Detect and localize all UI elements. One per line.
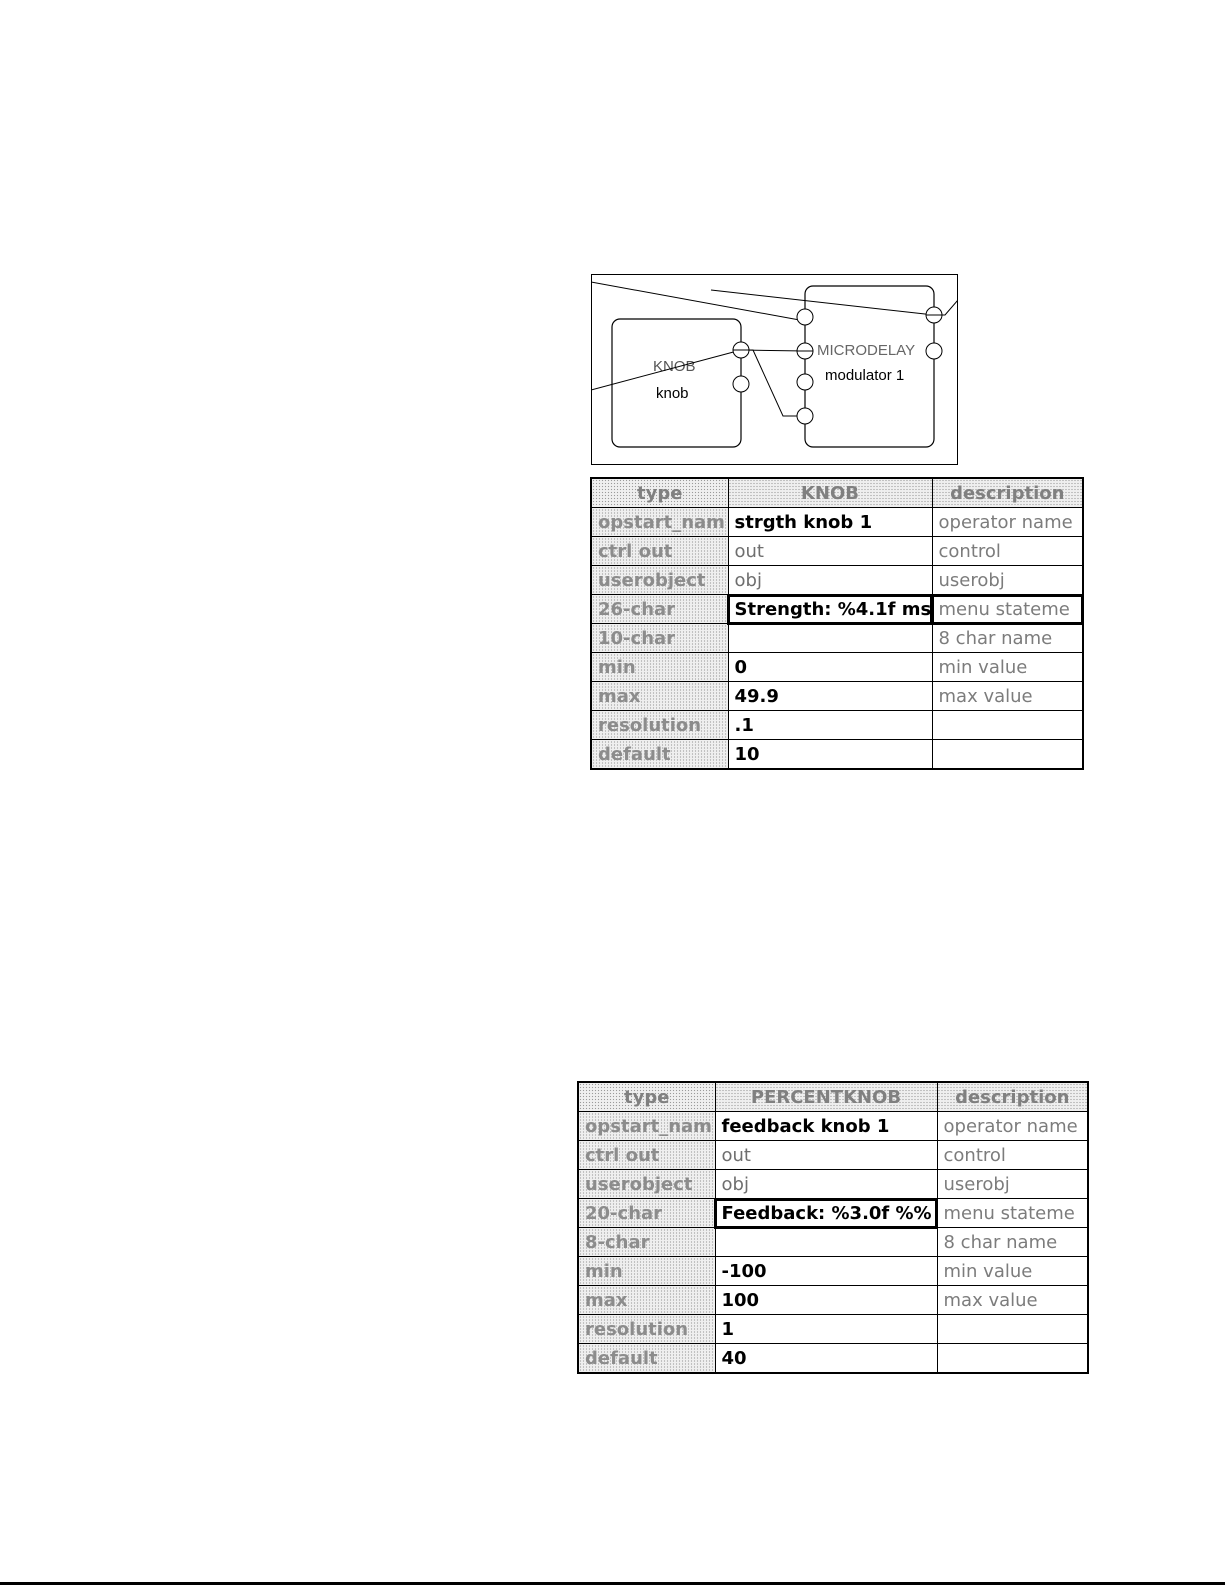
value-cell[interactable]: .1 [728, 711, 932, 740]
description-cell [932, 740, 1083, 770]
table-row [591, 537, 1083, 566]
table-row [591, 653, 1083, 682]
description-cell: max value [932, 682, 1083, 711]
description-cell: operator name [932, 508, 1083, 537]
table-row [591, 682, 1083, 711]
value-cell-selected[interactable]: Feedback: %3.0f %% [715, 1199, 937, 1228]
type-cell: default [591, 740, 728, 770]
value-cell[interactable]: obj [728, 566, 932, 595]
value-cell[interactable]: feedback knob 1 [715, 1112, 937, 1141]
table-row [578, 1199, 1088, 1228]
header-operator-type: PERCENTKNOB [715, 1082, 937, 1112]
delay-output-port-1[interactable] [926, 307, 942, 323]
delay-input-port-4[interactable] [797, 408, 813, 424]
type-cell: 20-char [578, 1199, 715, 1228]
value-cell[interactable]: out [728, 537, 932, 566]
type-cell: opstart_nam [591, 508, 728, 537]
value-cell[interactable]: 40 [715, 1344, 937, 1374]
value-cell[interactable]: -100 [715, 1257, 937, 1286]
delay-input-port-1[interactable] [797, 309, 813, 325]
knob-output-port-2[interactable] [733, 376, 749, 392]
microdelay-node-type-label: MICRODELAY [817, 342, 916, 359]
header-description: description [932, 478, 1083, 508]
table-row [578, 1315, 1088, 1344]
description-cell [932, 711, 1083, 740]
table-header-row [591, 478, 1083, 508]
value-cell[interactable]: 49.9 [728, 682, 932, 711]
value-cell[interactable] [715, 1228, 937, 1257]
delay-input-port-3[interactable] [797, 374, 813, 390]
description-cell: min value [932, 653, 1083, 682]
header-type: type [591, 478, 728, 508]
description-cell: max value [937, 1286, 1088, 1315]
type-cell: max [591, 682, 728, 711]
description-cell: control [937, 1141, 1088, 1170]
table-row [578, 1286, 1088, 1315]
value-cell[interactable]: 1 [715, 1315, 937, 1344]
table-row [591, 624, 1083, 653]
table-row [578, 1141, 1088, 1170]
table-row [591, 566, 1083, 595]
table-header-row [578, 1082, 1088, 1112]
type-cell: 26-char [591, 595, 728, 624]
knob-output-port[interactable] [733, 342, 749, 358]
type-cell: 8-char [578, 1228, 715, 1257]
value-cell[interactable] [728, 624, 932, 653]
description-cell: operator name [937, 1112, 1088, 1141]
description-cell: min value [937, 1257, 1088, 1286]
description-cell: userobj [937, 1170, 1088, 1199]
type-cell: min [591, 653, 728, 682]
table-row [578, 1228, 1088, 1257]
knob-properties-table [590, 477, 1084, 770]
percentknob-properties-table [577, 1081, 1089, 1374]
knob-node-type-label: KNOB [653, 358, 696, 375]
microdelay-node-name-label: modulator 1 [825, 367, 905, 384]
patch-diagram [591, 274, 958, 465]
value-cell-selected[interactable]: Strength: %4.1f ms [728, 595, 932, 624]
type-cell: default [578, 1344, 715, 1374]
description-cell [937, 1315, 1088, 1344]
description-cell: control [932, 537, 1083, 566]
header-type: type [578, 1082, 715, 1112]
table-row [591, 595, 1083, 624]
table-row [578, 1112, 1088, 1141]
description-cell [937, 1344, 1088, 1374]
table-row [578, 1170, 1088, 1199]
type-cell: resolution [591, 711, 728, 740]
type-cell: resolution [578, 1315, 715, 1344]
table-row [578, 1257, 1088, 1286]
value-cell[interactable]: obj [715, 1170, 937, 1199]
type-cell: userobject [591, 566, 728, 595]
knob-node[interactable] [612, 319, 741, 447]
value-cell[interactable]: 10 [728, 740, 932, 770]
description-cell: userobj [932, 566, 1083, 595]
delay-input-port-2[interactable] [797, 343, 813, 359]
description-cell: menu stateme [932, 595, 1083, 624]
header-description: description [937, 1082, 1088, 1112]
type-cell: opstart_nam [578, 1112, 715, 1141]
knob-node-name-label: knob [656, 385, 689, 402]
value-cell[interactable]: 0 [728, 653, 932, 682]
type-cell: min [578, 1257, 715, 1286]
type-cell: 10-char [591, 624, 728, 653]
description-cell: 8 char name [937, 1228, 1088, 1257]
value-cell[interactable]: 100 [715, 1286, 937, 1315]
value-cell[interactable]: out [715, 1141, 937, 1170]
description-cell: menu stateme [937, 1199, 1088, 1228]
description-cell: 8 char name [932, 624, 1083, 653]
value-cell[interactable]: strgth knob 1 [728, 508, 932, 537]
table-row [591, 740, 1083, 770]
table-row [591, 711, 1083, 740]
type-cell: ctrl out [591, 537, 728, 566]
type-cell: userobject [578, 1170, 715, 1199]
type-cell: max [578, 1286, 715, 1315]
header-operator-type: KNOB [728, 478, 932, 508]
delay-output-port-2[interactable] [926, 343, 942, 359]
table-row [578, 1344, 1088, 1374]
type-cell: ctrl out [578, 1141, 715, 1170]
table-row [591, 508, 1083, 537]
